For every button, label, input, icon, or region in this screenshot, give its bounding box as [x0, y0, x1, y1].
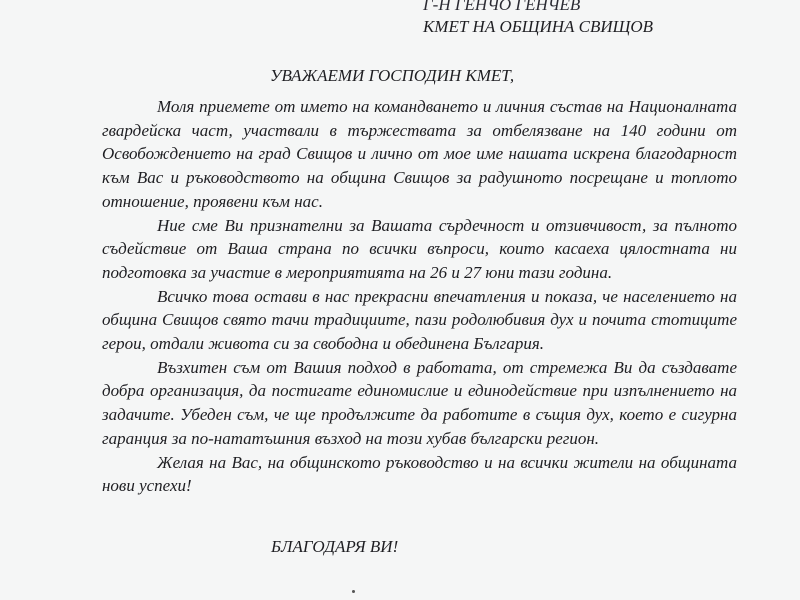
recipient-title: КМЕТ НА ОБЩИНА СВИЩОВ — [423, 17, 654, 36]
letter-body — [102, 95, 737, 498]
paragraph-4: Възхитен съм от Вашия подход в работата, от стремежа Ви да създавате добра организация, да постигате единомислие и единодействие при изпълнението на задачите. Убеден съм, че ще продължите да работите в същия дух, което е сигурна гаранция за по-нататъшния възход на този хубав български регион. — [102, 357, 737, 448]
recipient-name: Г-Н ГЕНЧО ГЕНЧЕВ — [423, 0, 581, 14]
greeting: УВАЖАЕМИ ГОСПОДИН КМЕТ, — [270, 66, 515, 85]
paragraph-1: Моля приемете от името на командването и личния състав на Националната гвардейска част, участвали в тържествата за отбелязване на 140 години от Освобождението на град Свищов и лично от мое име нашата искрена благодарност към Вас и ръководството на община Свищов за радушното посрещане и топлото отношение, проявени към нас. — [102, 97, 737, 211]
recipient-block — [423, 0, 654, 36]
paragraph-2: Ние сме Ви признателни за Вашата сърдечност и отзивчивост, за пълното съдействие от Ваша страна по всички въпроси, които касаеха цялостната ни подготовка за участие в мероприятията на 26 и 27 юни тази година. — [102, 215, 737, 282]
paragraph-5: Желая на Вас, на общинското ръководство и на всички жители на общината нови успехи! — [102, 452, 737, 496]
paragraph-3: Всичко това остави в нас прекрасни впечатления и показа, че населението на община Свищов свято тачи традициите, пази родолюбивия дух и почита стотиците герои, отдали живота си за свободна и обединена България. — [102, 286, 737, 354]
ink-dot — [352, 590, 355, 593]
closing-line: БЛАГОДАРЯ ВИ! — [271, 537, 399, 556]
